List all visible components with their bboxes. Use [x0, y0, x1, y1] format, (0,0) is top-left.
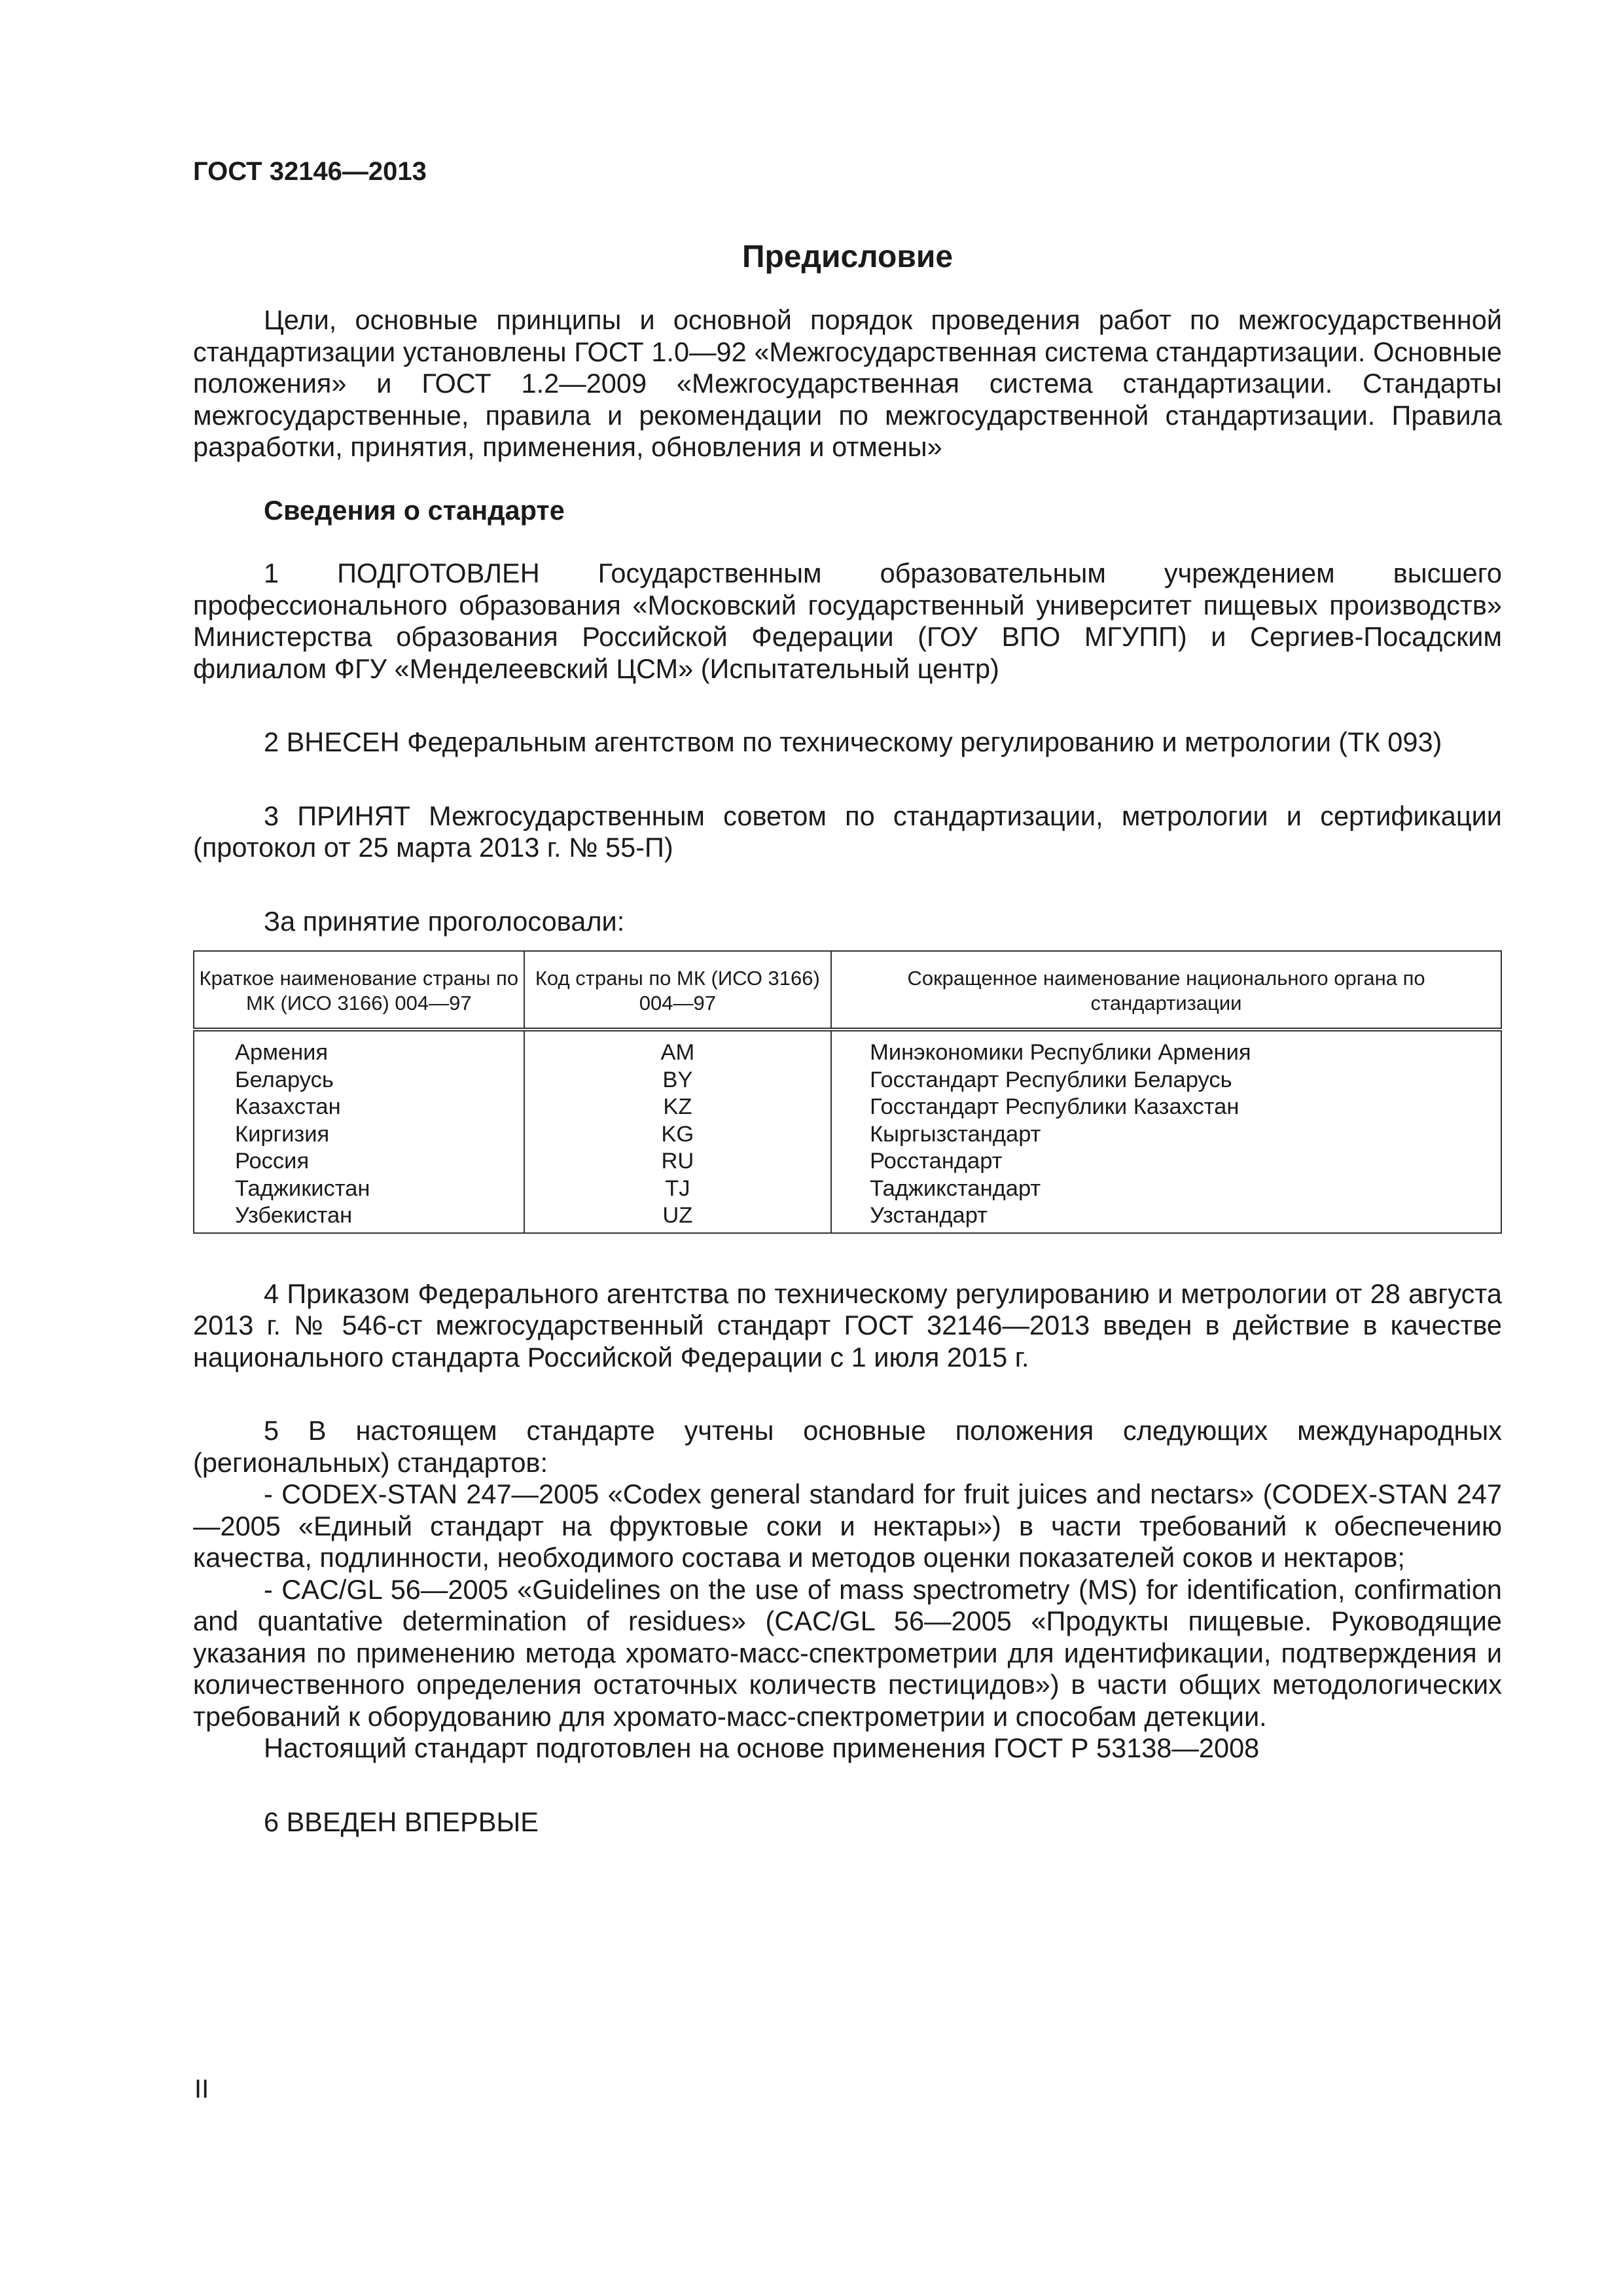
page-title: Предисловие: [741, 240, 954, 274]
info-heading: Сведения о стандарте: [264, 494, 565, 526]
table-row: [194, 1121, 1501, 1149]
item-4: 4 Приказом Федерального агентства по техническому регулированию и метрологии от 28 августа 2013 г. № 546-ст межгосударственный стандарт ГОСТ 32146—2013 введен в действие в качестве национального стандарта Российской Федерации с 1 июля 2015 г.: [193, 1278, 1502, 1372]
country-cell: Беларусь: [194, 1067, 524, 1094]
agency-cell: Узстандарт: [831, 1202, 1501, 1233]
item-3: 3 ПРИНЯТ Межгосударственным советом по стандартизации, метрологии и сертификации (протокол от 25 марта 2013 г. № 55-П): [193, 800, 1502, 863]
page-number: II: [194, 2075, 209, 2104]
item-1: 1 ПОДГОТОВЛЕН Государственным образовательным учреждением высшего профессионального образования «Московский государственный университет пищевых производств» Министерства образования Российской Федерации (ГОУ ВПО МГУПП) и Сергиев-Посадским филиалом ФГУ «Менделеевский ЦСМ» (Испытательный центр): [193, 558, 1502, 684]
item-5-codex: - CODEX-STAN 247—2005 «Codex general standard for fruit juices and nectars» (CODEX-STAN 247—2005 «Единый стандарт на фруктовые соки и нектары») в части требований к обеспечению качества, подлинности, необходимого состава и методов оценки показателей соков и нектаров;: [193, 1479, 1502, 1573]
item-2: 2 ВНЕСЕН Федеральным агентством по техническому регулированию и метрологии (ТК 093): [264, 726, 1442, 757]
table-row: [194, 1030, 1501, 1067]
agency-cell: Росстандарт: [831, 1148, 1501, 1175]
country-cell: Узбекистан: [194, 1202, 524, 1233]
item-5: 5 В настоящем стандарте учтены основные положения следующих международных (региональных) стандартов:: [193, 1415, 1502, 1478]
country-cell: Армения: [194, 1030, 524, 1067]
table-row: [194, 1148, 1501, 1175]
code-cell: KG: [524, 1121, 831, 1149]
country-cell: Таджикистан: [194, 1175, 524, 1203]
country-cell: Казахстан: [194, 1094, 524, 1121]
item-6: 6 ВВЕДЕН ВПЕРВЫЕ: [264, 1806, 539, 1837]
table-row: [194, 1202, 1501, 1233]
document-header: ГОСТ 32146—2013: [193, 157, 427, 186]
country-cell: Россия: [194, 1148, 524, 1175]
table-header-row: [194, 951, 1501, 1030]
table-header-code: Код страны по МК (ИСО 3166) 004—97: [524, 951, 831, 1030]
vote-label: За принятие проголосовали:: [264, 905, 625, 937]
code-cell: TJ: [524, 1175, 831, 1203]
item-5-basis: Настоящий стандарт подготовлен на основе применения ГОСТ Р 53138—2008: [264, 1732, 1260, 1763]
code-cell: AM: [524, 1030, 831, 1067]
item-5-cac: - CAC/GL 56—2005 «Guidelines on the use of mass spectrometry (MS) for identification, confirmation and quantative determination of residues» (CAC/GL 56—2005 «Продукты пищевые. Руководящие указания по применению метода хромато-масс-спектрометрии для идентификации, подтверждения и количественного определения остаточных количеств пестицидов») в части общих методологических требований к оборудованию для хромато-масс-спектрометрии и способам детекции.: [193, 1573, 1502, 1732]
agency-cell: Кыргызстандарт: [831, 1121, 1501, 1149]
agency-cell: Госстандарт Республики Казахстан: [831, 1094, 1501, 1121]
agency-cell: Минэкономики Республики Армения: [831, 1030, 1501, 1067]
code-cell: KZ: [524, 1094, 831, 1121]
code-cell: BY: [524, 1067, 831, 1094]
intro-paragraph: Цели, основные принципы и основной порядок проведения работ по межгосударственной стандартизации установлены ГОСТ 1.0—92 «Межгосударственная система стандартизации. Основные положения» и ГОСТ 1.2—2009 «Межгосударственная система стандартизации. Стандарты межгосударственные, правила и рекомендации по межгосударственной стандартизации. Правила разработки, принятия, применения, обновления и отмены»: [193, 304, 1502, 462]
code-cell: RU: [524, 1148, 831, 1175]
agency-cell: Таджикстандарт: [831, 1175, 1501, 1203]
voting-table: [193, 950, 1502, 1234]
table-row: [194, 1067, 1501, 1094]
table-row: [194, 1175, 1501, 1203]
code-cell: UZ: [524, 1202, 831, 1233]
table-header-country: Краткое наименование страны по МК (ИСО 3166) 004—97: [194, 951, 524, 1030]
document-body: [193, 304, 1502, 1838]
table-row: [194, 1094, 1501, 1121]
country-cell: Киргизия: [194, 1121, 524, 1149]
agency-cell: Госстандарт Республики Беларусь: [831, 1067, 1501, 1094]
table-header-agency: Сокращенное наименование национального органа по стандартизации: [831, 951, 1501, 1030]
